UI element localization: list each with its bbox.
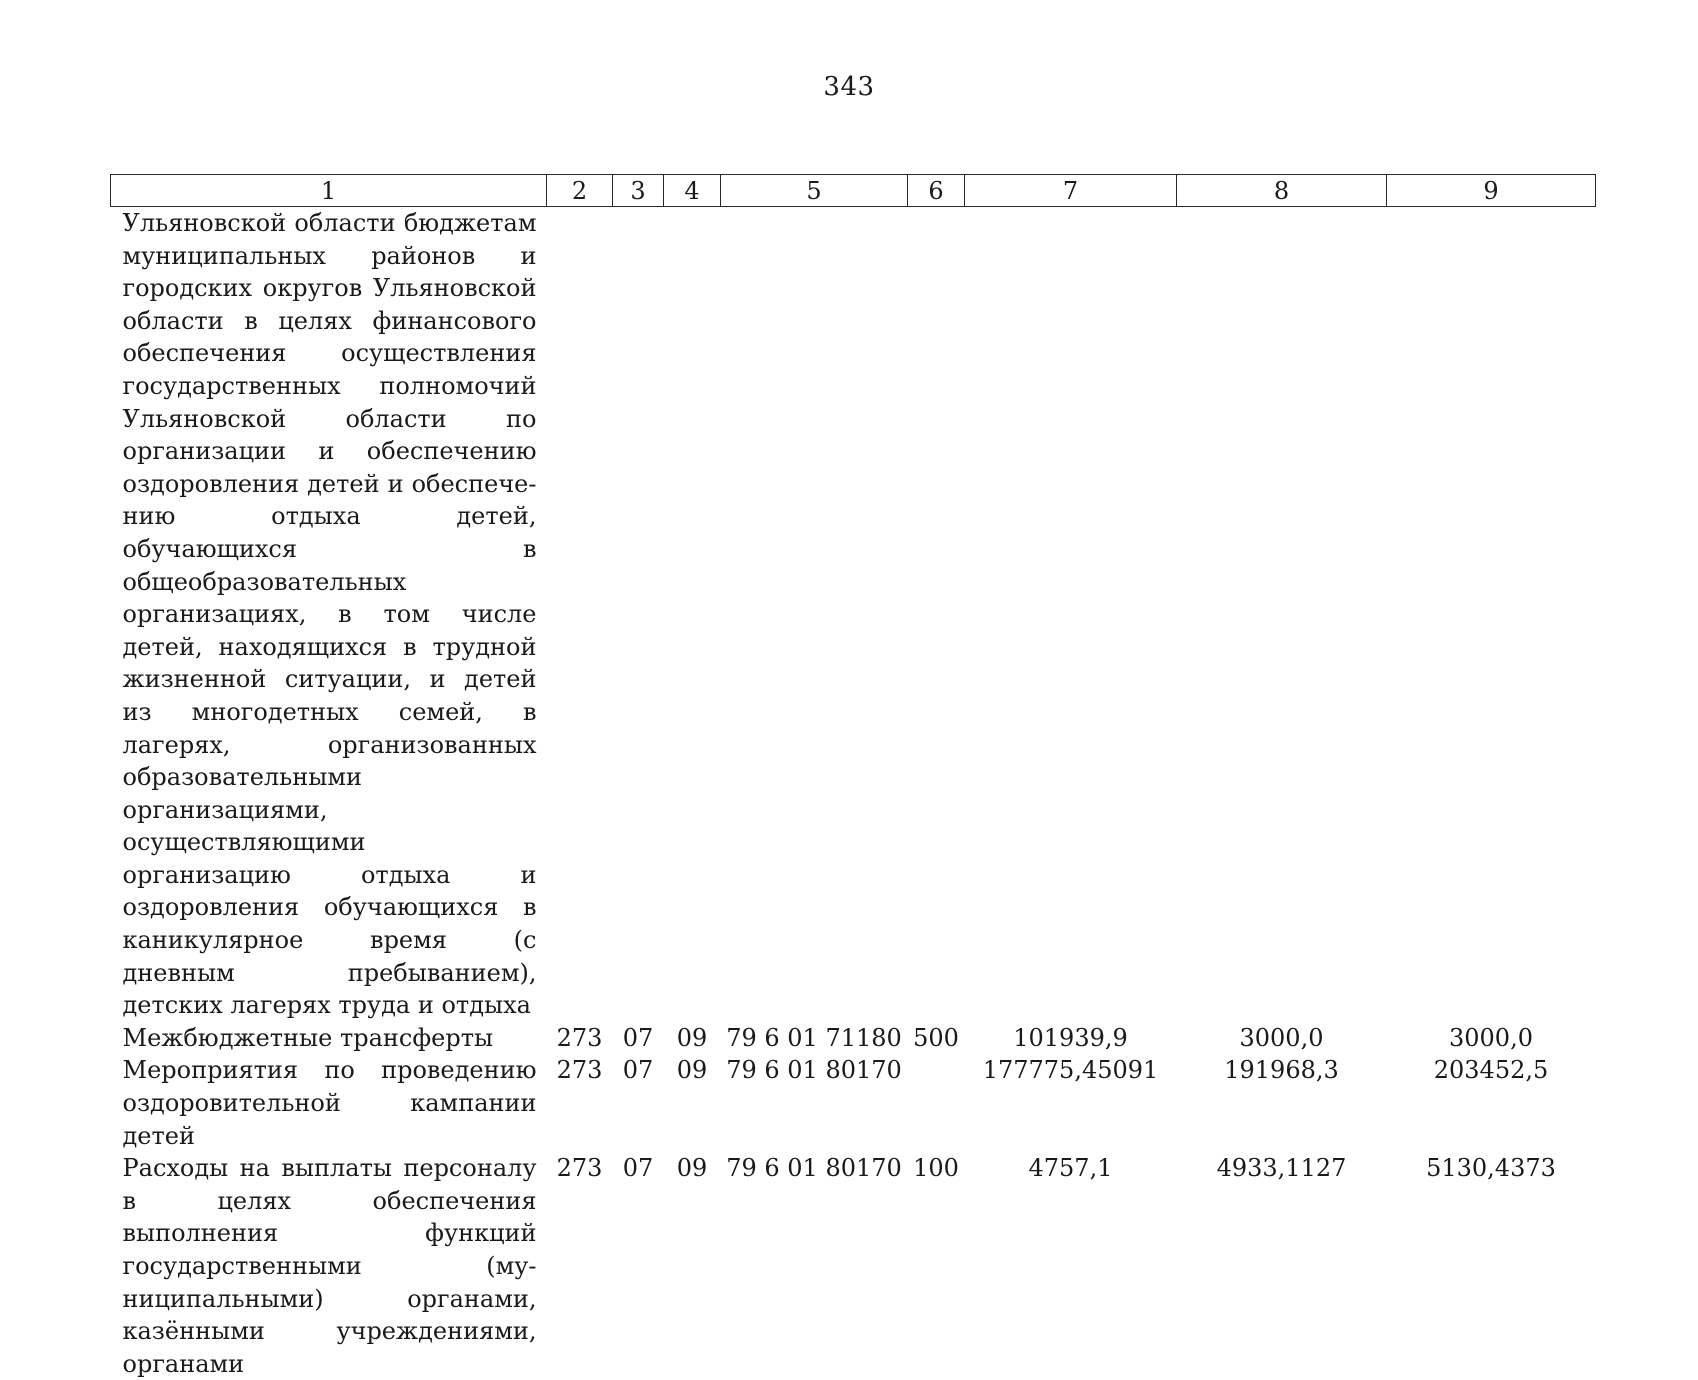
table-row	[111, 1152, 1596, 1380]
row-target-article: 79 6 01 80170	[721, 1054, 908, 1152]
header-row	[111, 175, 1596, 207]
row-subsection-code: 09	[664, 1152, 721, 1380]
table-row	[111, 207, 1596, 1022]
header-col-1: 1	[111, 175, 547, 207]
budget-table	[110, 174, 1596, 1380]
table-header	[111, 175, 1596, 207]
row-section-code: 07	[613, 1022, 664, 1055]
header-col-4: 4	[664, 175, 721, 207]
row-expense-type	[908, 207, 965, 1022]
row-amount-col9: 203452,5	[1387, 1054, 1596, 1152]
row-name: Ульяновской области бюджетам муниципальных районов и городских округов Ульяновской области в целях финансового обеспечения осуществления государственных полномочий Ульяновской области по организации и обеспечению оздоровления детей и обеспечению отдыха детей, обучающихся в общеобразовательных организациях, в том числе детей, находящихся в трудной жизненной ситуации, и детей из многодетных семей, в лагерях, организованных образовательными организациями, осуществляющими организацию отдыха и оздоровления обучающихся в каникулярное время (с дневным пребыванием), детских лагерях труда и отдыха	[111, 207, 547, 1022]
page-number: 343	[0, 72, 1698, 102]
header-col-8: 8	[1177, 175, 1387, 207]
row-amount-col8: 3000,0	[1177, 1022, 1387, 1055]
row-amount-col8: 4933,1127	[1177, 1152, 1387, 1380]
row-name: Мероприятия по проведению оздоровительной кампании детей	[111, 1054, 547, 1152]
row-amount-col9: 5130,4373	[1387, 1152, 1596, 1380]
table-row	[111, 1022, 1596, 1055]
row-name: Расходы на выплаты персоналу в целях обеспечения выполнения функций государственными (муниципальными) органами, казёнными учреждениями, органами	[111, 1152, 547, 1380]
row-ministry-code: 273	[547, 1022, 613, 1055]
header-col-5: 5	[721, 175, 908, 207]
header-col-9: 9	[1387, 175, 1596, 207]
row-expense-type	[908, 1054, 965, 1152]
row-amount-col7: 177775,45091	[965, 1054, 1177, 1152]
row-target-article: 79 6 01 80170	[721, 1152, 908, 1380]
row-section-code: 07	[613, 1152, 664, 1380]
row-name: Межбюджетные трансферты	[111, 1022, 547, 1055]
row-expense-type: 100	[908, 1152, 965, 1380]
row-target-article	[721, 207, 908, 1022]
row-subsection-code	[664, 207, 721, 1022]
row-amount-col9: 3000,0	[1387, 1022, 1596, 1055]
row-expense-type: 500	[908, 1022, 965, 1055]
row-amount-col7: 101939,9	[965, 1022, 1177, 1055]
row-ministry-code: 273	[547, 1054, 613, 1152]
row-ministry-code: 273	[547, 1152, 613, 1380]
row-amount-col7: 4757,1	[965, 1152, 1177, 1380]
row-section-code	[613, 207, 664, 1022]
header-col-6: 6	[908, 175, 965, 207]
header-col-7: 7	[965, 175, 1177, 207]
header-col-3: 3	[613, 175, 664, 207]
row-amount-col8: 191968,3	[1177, 1054, 1387, 1152]
row-ministry-code	[547, 207, 613, 1022]
row-amount-col8	[1177, 207, 1387, 1022]
row-subsection-code: 09	[664, 1022, 721, 1055]
row-subsection-code: 09	[664, 1054, 721, 1152]
row-amount-col7	[965, 207, 1177, 1022]
row-amount-col9	[1387, 207, 1596, 1022]
table-row	[111, 1054, 1596, 1152]
table-body	[111, 207, 1596, 1380]
row-target-article: 79 6 01 71180	[721, 1022, 908, 1055]
header-col-2: 2	[547, 175, 613, 207]
row-section-code: 07	[613, 1054, 664, 1152]
